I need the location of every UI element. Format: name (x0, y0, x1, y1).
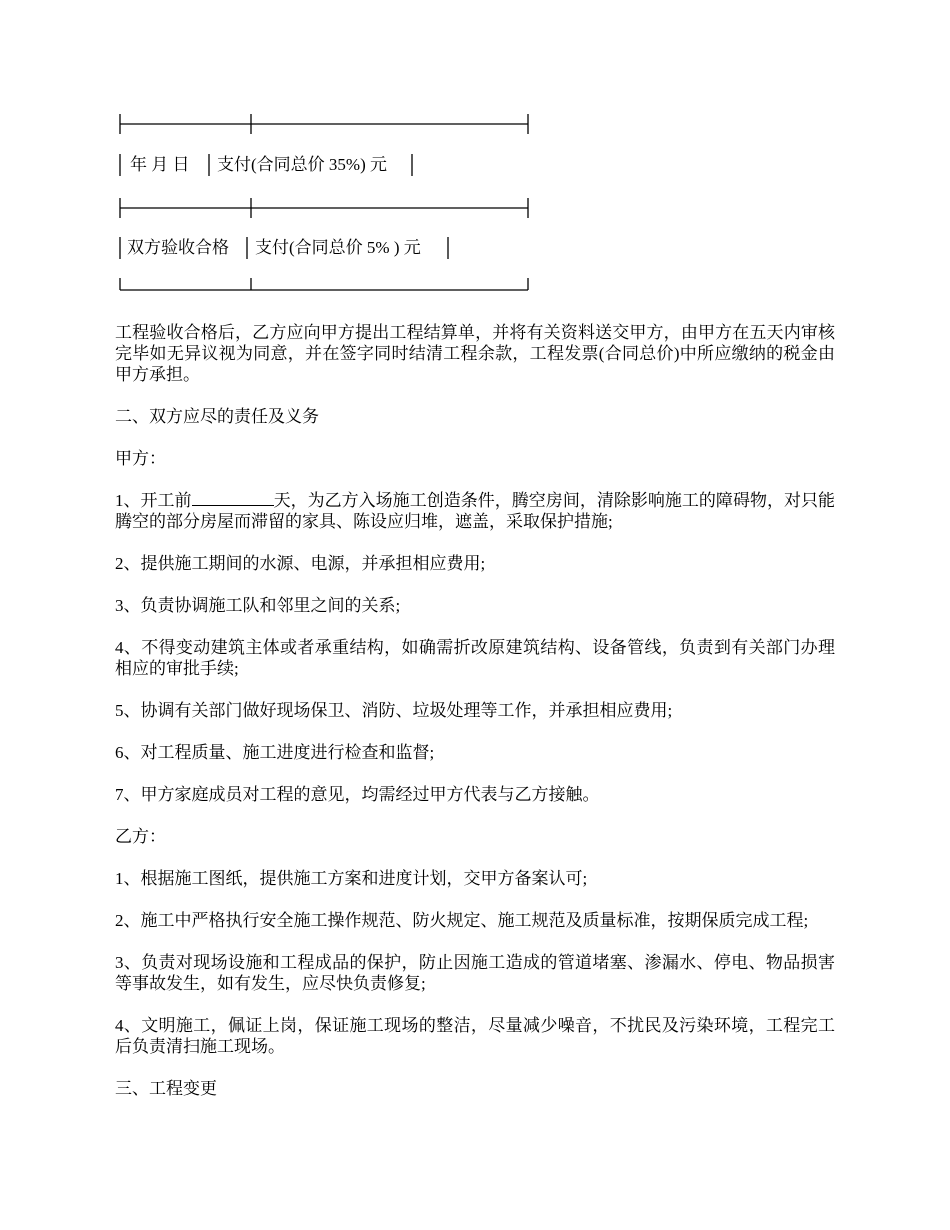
section-2-heading: 二、双方应尽的责任及义务 (115, 407, 319, 426)
party-b-item-1: 1、根据施工图纸，提供施工方案和进度计划，交甲方备案认可; (115, 869, 588, 888)
party-a-item-5: 5、协调有关部门做好现场保卫、消防、垃圾处理等工作，并承担相应费用; (115, 701, 673, 720)
party-a-item-2: 2、提供施工期间的水源、电源，并承担相应费用; (115, 554, 486, 573)
party-a-item-6: 6、对工程质量、施工进度进行检查和监督; (115, 743, 435, 762)
party-b-item-2: 2、施工中严格执行安全施工操作规范、防火规定、施工规范及质量标准，按期保质完成工程; (115, 911, 809, 930)
table-borders (118, 110, 538, 295)
party-a-label: 甲方： (115, 449, 166, 468)
blank-days-field (192, 490, 274, 506)
party-b-label: 乙方： (115, 827, 166, 846)
contract-body (115, 322, 835, 1120)
party-a-item-1-start: 1、开工前 (115, 491, 192, 510)
row2-payment-cell: 支付(合同总价 5% ) 元 (255, 238, 421, 257)
section-3-heading: 三、工程变更 (115, 1079, 217, 1098)
settlement-paragraph: 工程验收合格后，乙方应向甲方提出工程结算单，并将有关资料送交甲方，由甲方在五天内审核完毕如无异议视为同意，并在签字同时结清工程余款，工程发票(合同总价)中所应缴纳的税金由甲方承担。 (115, 323, 835, 384)
party-a-item-1 (115, 490, 835, 532)
party-a-item-1-rest: 天，为乙方入场施工创造条件，腾空房间，清除影响施工的障碍物，对只能腾空的部分房屋而滞留的家具、陈设应归堆，遮盖，采取保护措施; (115, 491, 836, 531)
party-b-item-3: 3、负责对现场设施和工程成品的保护，防止因施工造成的管道堵塞、渗漏水、停电、物品损害等事故发生，如有发生，应尽快负责修复; (115, 953, 835, 993)
party-b-item-4: 4、文明施工，佩证上岗，保证施工现场的整洁，尽量减少噪音，不扰民及污染环境，工程完工后负责清扫施工现场。 (115, 1016, 835, 1056)
row1-date-cell: 年 月 日 (130, 155, 190, 174)
payment-schedule-table (118, 110, 538, 295)
party-a-item-3: 3、负责协调施工队和邻里之间的关系; (115, 596, 401, 615)
row1-payment-cell: 支付(合同总价 35%) 元 (217, 155, 387, 174)
party-a-item-7: 7、甲方家庭成员对工程的意见，均需经过甲方代表与乙方接触。 (115, 785, 600, 804)
row2-condition-cell: 双方验收合格 (127, 238, 229, 257)
party-a-item-4: 4、不得变动建筑主体或者承重结构，如确需折改原建筑结构、设备管线，负责到有关部门办理相应的审批手续; (115, 638, 835, 678)
